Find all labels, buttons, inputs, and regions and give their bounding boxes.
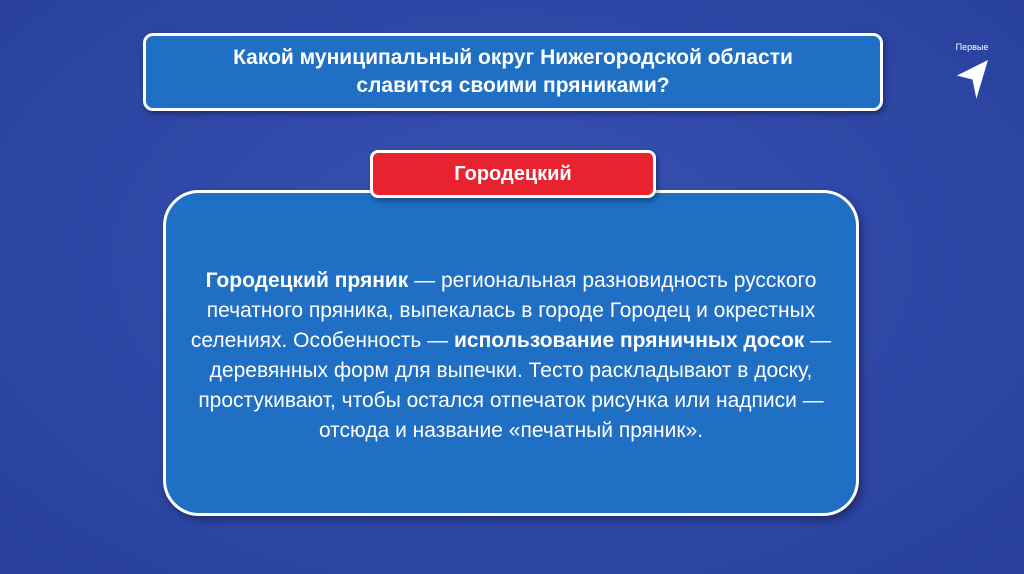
answer-text: Городецкий — [454, 162, 572, 185]
question-text: Какой муниципальный округ Нижегородской области славится своими пряниками? — [233, 46, 793, 97]
info-text — [186, 266, 836, 446]
question-box — [143, 33, 883, 111]
info-bold-feature: использование пряничных досок — [453, 329, 805, 352]
pervye-logo — [950, 42, 994, 104]
logo-label: Первые — [955, 42, 989, 52]
pervye-logo-icon — [954, 54, 990, 104]
info-bold-term: Городецкий пряник — [205, 269, 409, 292]
info-box — [163, 190, 859, 516]
info-text-part-1: — региональная разновидность русского печатного пряника, выпекалась в городе Городец и окрестных селениях. Особенность — — [190, 269, 817, 352]
answer-box — [370, 150, 656, 198]
info-text-part-2: — деревянных форм для выпечки. Тесто раскладывают в доску, простукивают, чтобы остался отпечаток рисунка или надписи — отсюда и название «печатный пряник». — [198, 329, 832, 442]
